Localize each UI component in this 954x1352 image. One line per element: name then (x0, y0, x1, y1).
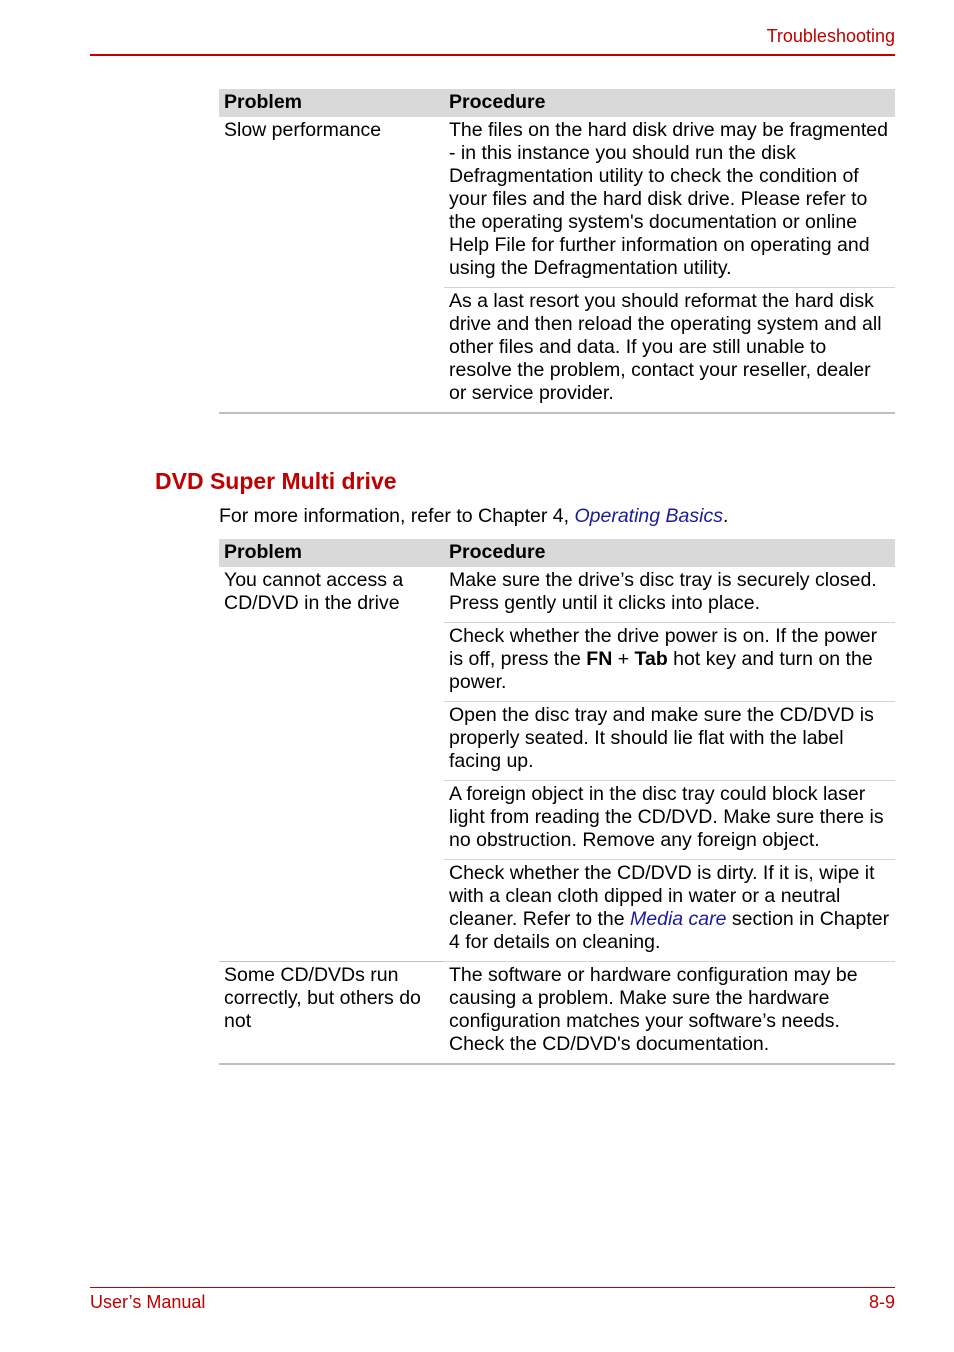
footer-manual-title: User’s Manual (90, 1292, 206, 1312)
tab-key-label: Tab (634, 648, 668, 670)
column-header-problem: Problem (219, 89, 444, 117)
operating-basics-link[interactable]: Operating Basics (574, 505, 723, 527)
table-header-row (219, 539, 895, 567)
dvd-drive-table (219, 539, 895, 1065)
procedure-cell (444, 623, 895, 702)
column-header-procedure: Procedure (444, 539, 895, 567)
running-header-title: Troubleshooting (766, 26, 895, 46)
media-care-link[interactable]: Media care (630, 908, 727, 930)
procedure-cell: As a last resort you should reformat the hard disk drive and then reload the operating system and all other files and data. If you are still unable to resolve the problem, contact your reseller, dealer or service provider. (444, 288, 895, 414)
procedure-text: Make sure the drive’s disc tray is securely closed. (449, 569, 877, 591)
procedure-text: hot key and turn on the power. (449, 648, 873, 693)
table-row (219, 117, 895, 288)
slow-performance-table (219, 89, 895, 414)
header-rule (90, 54, 895, 56)
procedure-cell (444, 860, 895, 962)
section-heading: DVD Super Multi drive (155, 468, 397, 494)
procedure-cell: The software or hardware configuration may be causing a problem. Make sure the hardware configuration matches your software’s needs. Check the CD/DVD's documentation. (444, 962, 895, 1065)
page-number: 8-9 (868, 1292, 895, 1312)
table-row (219, 962, 895, 1065)
procedure-cell: The files on the hard disk drive may be fragmented - in this instance you should run the disk Defragmentation utility to check the condition of your files and the hard disk drive. Please refer to the operating system's documentation or online Help File for further information on operating and using the Defragmentation utility. (444, 117, 895, 288)
procedure-cell: Open the disc tray and make sure the CD/DVD is properly seated. It should lie flat with the label facing up. (444, 702, 895, 781)
problem-cell: You cannot access a CD/DVD in the drive (219, 567, 444, 962)
intro-suffix: . (722, 505, 729, 527)
fn-key-label: FN (586, 648, 613, 670)
plus-sign: + (612, 648, 635, 670)
table-header-row (219, 89, 895, 117)
table-row (219, 567, 895, 623)
procedure-text: section in Chapter 4 for details on cleaning. (449, 908, 890, 953)
column-header-procedure: Procedure (444, 89, 895, 117)
footer-rule (90, 1287, 895, 1288)
procedure-text: Check whether the CD/DVD is dirty. If it is, wipe it with a clean cloth dipped in water or a neutral cleaner. Refer to the (449, 862, 875, 930)
procedure-cell (444, 567, 895, 623)
section-intro (219, 505, 728, 528)
procedure-text: Press gently until it clicks into place. (449, 592, 761, 614)
intro-text: For more information, refer to Chapter 4, (219, 505, 575, 527)
column-header-problem: Problem (219, 539, 444, 567)
problem-cell: Slow performance (219, 117, 444, 413)
procedure-text: Check whether the drive power is on. If the power is off, press the (449, 625, 878, 670)
procedure-cell: A foreign object in the disc tray could block laser light from reading the CD/DVD. Make sure there is no obstruction. Remove any foreign object. (444, 781, 895, 860)
problem-cell: Some CD/DVDs run correctly, but others do not (219, 962, 444, 1065)
